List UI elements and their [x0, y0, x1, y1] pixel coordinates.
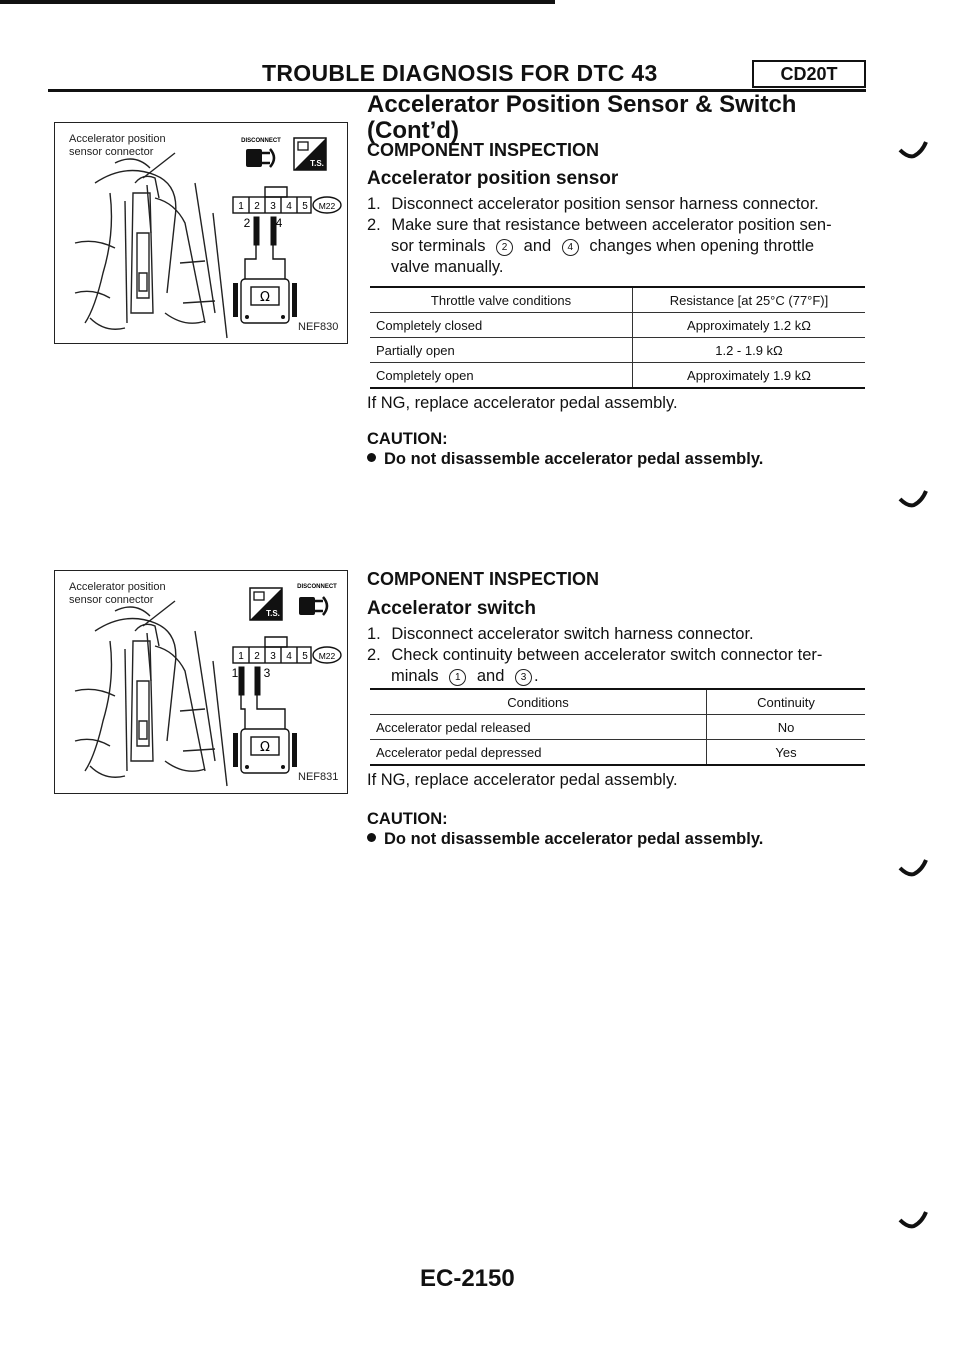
- switch-component-heading: COMPONENT INSPECTION: [367, 569, 600, 589]
- sensor-caution-item: Do not disassemble accelerator pedal assembly.: [367, 450, 763, 469]
- sensor-step-2-line2: sor terminals 2 and 4 changes when opening throttle: [391, 237, 815, 255]
- probe-right-label: 3: [263, 666, 271, 680]
- terminal-3-badge: 3: [515, 669, 532, 686]
- check-mark-icon: [898, 140, 928, 160]
- connector-id: M22: [318, 651, 336, 661]
- table-row: [370, 313, 865, 338]
- table-cell: Partially open: [370, 338, 633, 363]
- switch-ng-note: If NG, replace accelerator pedal assembly.: [367, 771, 678, 789]
- connector-schematic: [225, 183, 343, 333]
- section-title: [367, 92, 796, 144]
- switch-step-2-line2: minals 1 and 3 .: [391, 667, 539, 685]
- check-mark-icon: [898, 1210, 928, 1230]
- table-header-cell: Continuity: [707, 689, 866, 715]
- figure-switch-id: NEF831: [298, 771, 339, 783]
- switch-step-2: 2. Check continuity between accelerator switch connector ter-: [367, 646, 823, 664]
- table-cell: Completely closed: [370, 313, 633, 338]
- pin-4: 4: [286, 201, 292, 212]
- pedal-drawing: [55, 123, 235, 343]
- figure-sensor-id: NEF830: [298, 321, 339, 333]
- check-mark-icon: [898, 858, 928, 878]
- sensor-step-2: 2. Make sure that resistance between accelerator position sen-: [367, 216, 832, 234]
- pin-1: 1: [238, 201, 244, 212]
- ohm-meter-icon: Ω: [260, 290, 270, 305]
- ts-label: T.S.: [310, 159, 324, 168]
- pin-4: 4: [286, 651, 292, 662]
- section-title-line2: (Cont’d): [367, 117, 459, 144]
- switch-step-1: 1. Disconnect accelerator switch harness connector.: [367, 625, 754, 643]
- table-header-cell: Resistance [at 25°C (77°F)]: [633, 287, 866, 313]
- probe-left-label: 2: [243, 216, 251, 230]
- sensor-ng-note: If NG, replace accelerator pedal assembly.: [367, 394, 678, 412]
- pin-2: 2: [254, 201, 260, 212]
- figure-sensor-label: Accelerator position sensor connector: [69, 133, 166, 158]
- disconnect-label: DISCONNECT: [297, 584, 337, 590]
- sensor-caution-label: CAUTION:: [367, 430, 448, 448]
- section-title-line1: Accelerator Position Sensor & Switch: [367, 91, 797, 118]
- table-cell: Approximately 1.9 kΩ: [633, 363, 866, 389]
- bullet-icon: [367, 833, 376, 842]
- table-cell: Accelerator pedal released: [370, 715, 707, 740]
- pin-5: 5: [302, 651, 308, 662]
- page-number: EC-2150: [420, 1265, 515, 1292]
- table-cell: Accelerator pedal depressed: [370, 740, 707, 766]
- table-cell: Approximately 1.2 kΩ: [633, 313, 866, 338]
- sensor-resistance-table: [370, 286, 865, 389]
- bullet-icon: [367, 453, 376, 462]
- sensor-step-2-line3: valve manually.: [391, 258, 504, 276]
- table-row: [370, 363, 865, 389]
- pin-3: 3: [270, 651, 276, 662]
- figure-switch-label: Accelerator position sensor connector: [69, 581, 166, 606]
- check-mark-icon: [898, 489, 928, 509]
- table-header-cell: Throttle valve conditions: [370, 287, 633, 313]
- table-header-row: [370, 689, 865, 715]
- table-header-cell: Conditions: [370, 689, 707, 715]
- page-header-title: TROUBLE DIAGNOSIS FOR DTC 43: [262, 60, 658, 86]
- figure-switch: [54, 570, 348, 794]
- disconnect-icon: [240, 133, 282, 175]
- sensor-subheading: Accelerator position sensor: [367, 168, 619, 189]
- pedal-drawing: [55, 571, 235, 793]
- switch-subheading: Accelerator switch: [367, 598, 536, 619]
- table-cell: No: [707, 715, 866, 740]
- top-rule: [0, 0, 555, 4]
- terminal-2-badge: 2: [496, 239, 513, 256]
- pin-3: 3: [270, 201, 276, 212]
- table-row: [370, 715, 865, 740]
- ts-icon: [249, 587, 283, 621]
- table-cell: 1.2 - 1.9 kΩ: [633, 338, 866, 363]
- ts-icon: [293, 137, 327, 171]
- figure-sensor: [54, 122, 348, 344]
- pin-5: 5: [302, 201, 308, 212]
- ts-label: T.S.: [266, 609, 280, 618]
- table-cell: Completely open: [370, 363, 633, 389]
- disconnect-label: DISCONNECT: [241, 138, 281, 144]
- switch-continuity-table: [370, 688, 865, 766]
- disconnect-icon: [291, 579, 337, 623]
- probe-right-label: 4: [275, 216, 283, 230]
- pin-1: 1: [238, 651, 244, 662]
- terminal-4-badge: 4: [562, 239, 579, 256]
- table-cell: Yes: [707, 740, 866, 766]
- probe-left-label: 1: [231, 666, 239, 680]
- switch-caution-item: Do not disassemble accelerator pedal assembly.: [367, 830, 763, 849]
- table-row: [370, 740, 865, 766]
- sensor-step-1: 1. Disconnect accelerator position sensor harness connector.: [367, 195, 819, 213]
- table-row: [370, 338, 865, 363]
- pin-2: 2: [254, 651, 260, 662]
- switch-caution-label: CAUTION:: [367, 810, 448, 828]
- ohm-meter-icon: Ω: [260, 740, 270, 755]
- table-header-row: [370, 287, 865, 313]
- connector-schematic: [225, 633, 343, 783]
- sensor-component-heading: COMPONENT INSPECTION: [367, 140, 600, 160]
- connector-id: M22: [318, 201, 336, 211]
- terminal-1-badge: 1: [449, 669, 466, 686]
- model-tag: CD20T: [752, 60, 866, 88]
